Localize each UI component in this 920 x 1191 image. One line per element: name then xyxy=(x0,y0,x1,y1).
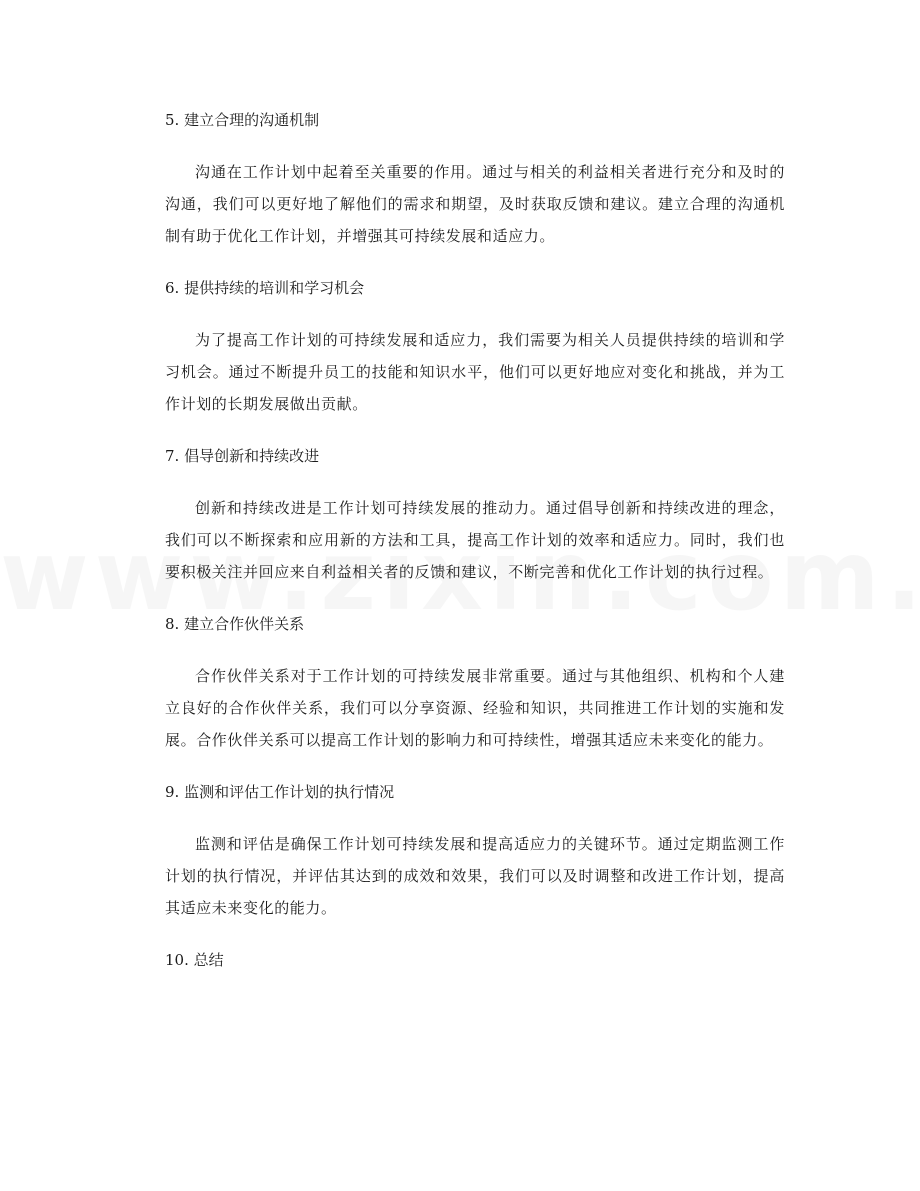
section-paragraph: 沟通在工作计划中起着至关重要的作用。通过与相关的利益相关者进行充分和及时的沟通，我们可以更好地了解他们的需求和期望，及时获取反馈和建议。建立合理的沟通机制有助于优化工作计划，并增强其可持续发展和适应力。 xyxy=(165,163,785,245)
section-7 xyxy=(165,440,785,588)
document-body xyxy=(165,104,785,996)
section-8 xyxy=(165,608,785,756)
section-heading: 7. 倡导创新和持续改进 xyxy=(165,447,320,465)
section-6 xyxy=(165,272,785,420)
section-heading: 5. 建立合理的沟通机制 xyxy=(165,111,320,129)
section-heading: 6. 提供持续的培训和学习机会 xyxy=(165,279,365,297)
section-paragraph: 监测和评估是确保工作计划可持续发展和提高适应力的关键环节。通过定期监测工作计划的执行情况，并评估其达到的成效和效果，我们可以及时调整和改进工作计划，提高其适应未来变化的能力。 xyxy=(165,835,785,917)
section-paragraph: 合作伙伴关系对于工作计划的可持续发展非常重要。通过与其他组织、机构和个人建立良好的合作伙伴关系，我们可以分享资源、经验和知识，共同推进工作计划的实施和发展。合作伙伴关系可以提高工作计划的影响力和可持续性，增强其适应未来变化的能力。 xyxy=(165,667,785,749)
section-9 xyxy=(165,776,785,924)
section-heading: 9. 监测和评估工作计划的执行情况 xyxy=(165,783,395,801)
section-5 xyxy=(165,104,785,252)
section-heading: 8. 建立合作伙伴关系 xyxy=(165,615,305,633)
section-paragraph: 为了提高工作计划的可持续发展和适应力，我们需要为相关人员提供持续的培训和学习机会。通过不断提升员工的技能和知识水平，他们可以更好地应对变化和挑战，并为工作计划的长期发展做出贡献。 xyxy=(165,331,785,413)
section-paragraph: 创新和持续改进是工作计划可持续发展的推动力。通过倡导创新和持续改进的理念，我们可以不断探索和应用新的方法和工具，提高工作计划的效率和适应力。同时，我们也要积极关注并回应来自利益相关者的反馈和建议，不断完善和优化工作计划的执行过程。 xyxy=(165,499,785,581)
summary-heading: 10. 总结 xyxy=(165,951,224,969)
